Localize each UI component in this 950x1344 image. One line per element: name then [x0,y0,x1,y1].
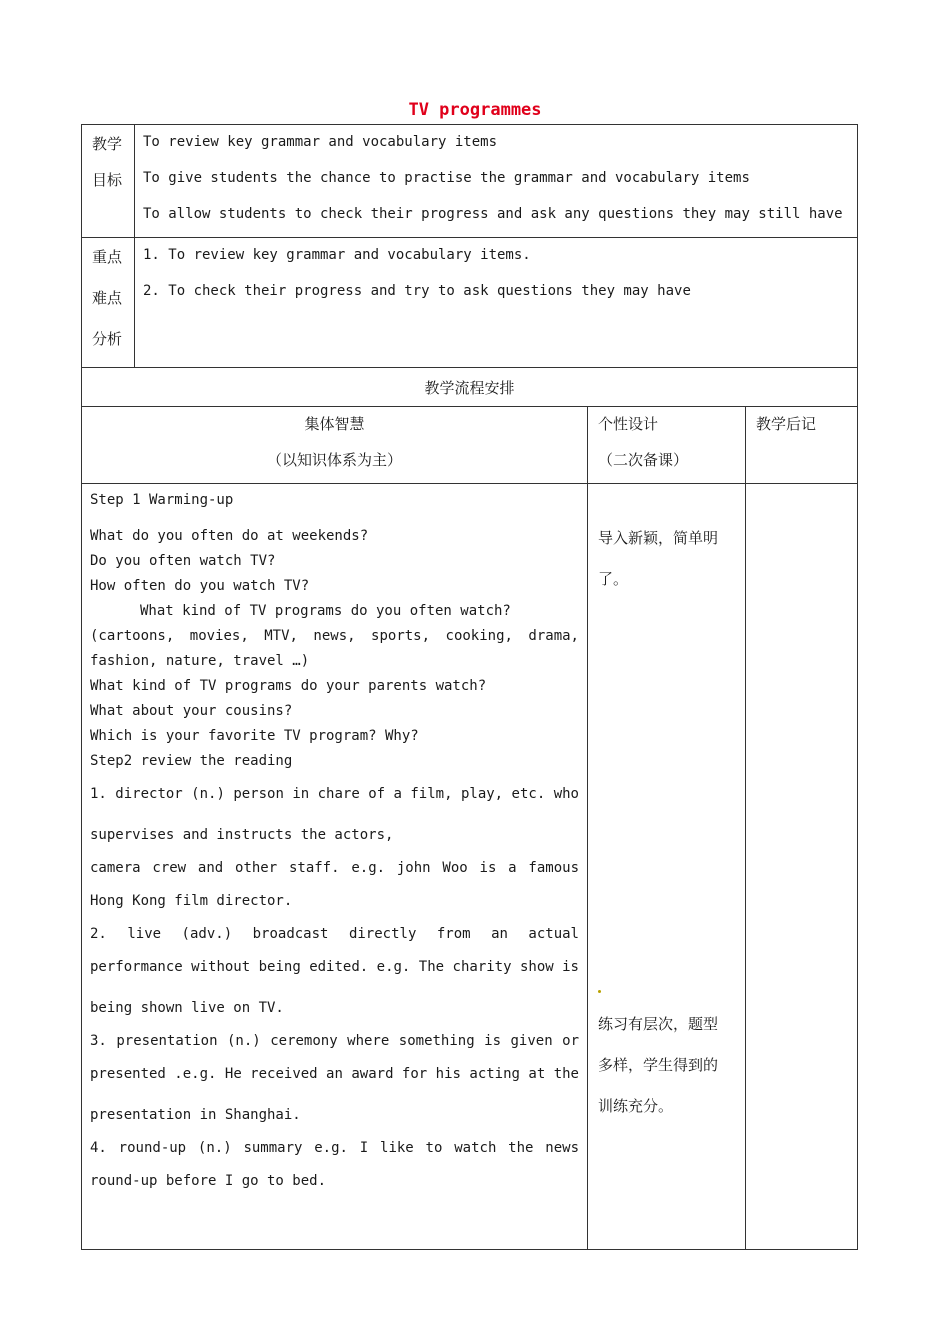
flow-header: 教学流程安排 [82,368,858,407]
postscript-column [746,484,858,1250]
key-points-content [135,238,858,368]
col-notes-header: 教学后记 [746,407,858,484]
flow-header-row [82,368,858,407]
objectives-row [82,125,858,238]
key-points-row [82,238,858,368]
step-heading: Step 1 Warming-up [90,492,234,508]
note-line: 训练充分。 [598,1097,674,1115]
key-points-label: 重点 难点 分析 [82,238,135,368]
objectives-content [135,125,858,238]
objective-item: To allow students to check their progress and ask any questions they may still have [143,206,843,222]
marker-dot [598,990,601,993]
col-collective-header: 集体智慧 （以知识体系为主） [82,407,588,484]
page-title: TV programmes [408,100,542,120]
personal-design-notes [588,484,746,1250]
lesson-body-row [82,484,858,1250]
column-header-row [82,407,858,484]
step-heading: Step2 review the reading [90,753,293,769]
key-point-item: 2. To check their progress and try to ask questions they may have [143,283,691,299]
objective-item: To give students the chance to practise the grammar and vocabulary items [143,170,750,186]
note-line: 导入新颖，简单明 [598,529,719,547]
col-personal-header: 个性设计 （二次备课） [588,407,746,484]
lesson-content: Step 1 Warming-up What do you often do at weekends? Do you often watch TV? How often do you watch TV? What kind of TV programs do you often watch? (cartoons, movies, MTV, news, sports, cooking, drama, fashion, nature, travel …) What kind of TV programs do your parents watch? What about your cousins? Which is your favorite TV program? Why? Step2 review the reading 1. director (n.) person in chare of a film, play, etc. who supervises and instructs the actors, camera crew and other staff. e.g. john Woo is a famous Hong Kong film director. 2. live (adv.) broadcast directly from an actual performance without being edited. e.g. The charity show is being shown live on TV. 3. presentation (n.) ceremony where something is given or presented .e.g. He received an award for his acting at the presentation in Shanghai. 4. round-up (n.) summary e.g. I like to watch the news round-up before I go to bed. [82,484,588,1250]
lesson-plan-table [81,124,858,1250]
objectives-label: 教学 目标 [82,125,135,238]
key-point-item: 1. To review key grammar and vocabulary items. [143,247,531,263]
note-line: 练习有层次，题型 [598,1015,719,1033]
note-line: 多样，学生得到的 [598,1056,719,1074]
note-line: 了。 [598,570,629,588]
objective-item: To review key grammar and vocabulary items [143,134,498,150]
